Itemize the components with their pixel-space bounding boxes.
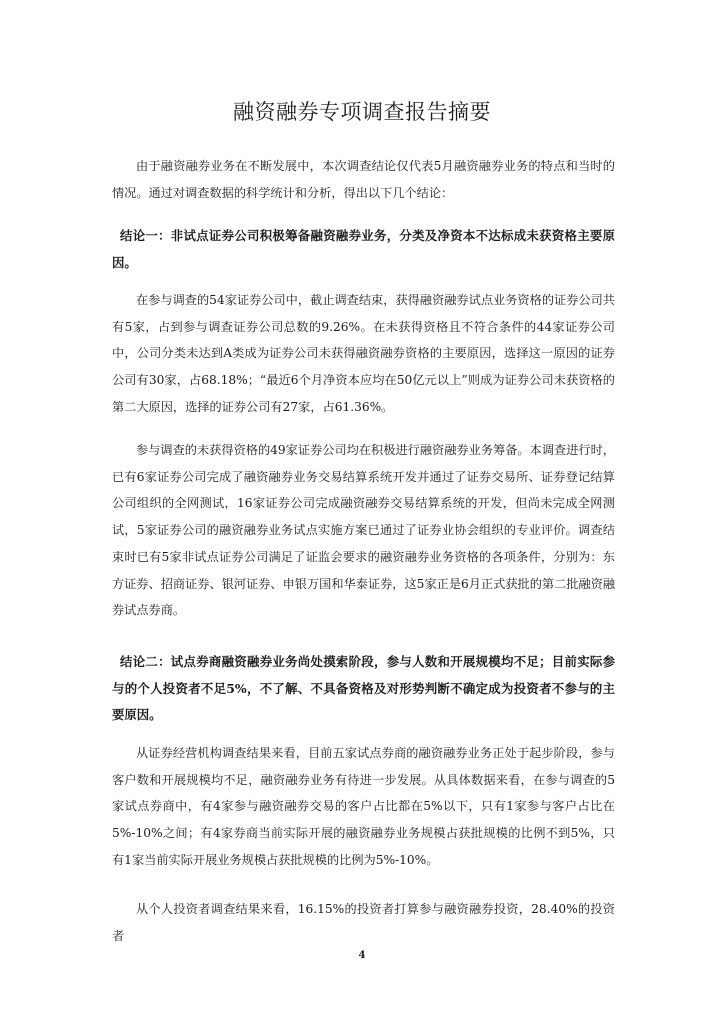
conclusion-one-paragraph-2: 参与调查的未获得资格的49家证券公司均在积极进行融资融券业务筹备。本调查进行时，已有6家证券公司完成了融资融券业务交易结算系统开发并通过了证券交易所、证券登记结算公司组织的全网测试，16家证券公司完成融资融券交易结算系统的开发，但尚未完成全网测试，5家证券公司的融资融券业务试点实施方案已通过了证券业协会组织的专业评价。调查结束时已有5家非试点证券公司满足了证监会要求的融资融券业务资格的各项条件，分别为：东方证券、招商证券、银河证券、申银万国和华泰证券，这5家正是6月正式获批的第二批融资融券试点券商。 xyxy=(112,443,616,618)
conclusion-two-paragraph-1: 从证券经营机构调查结果来看，目前五家试点券商的融资融券业务正处于起步阶段，参与客户数和开展规模均不足，融资融券业务有待进一步发展。从具体数据来看，在参与调查的5家试点券商中，有4家参与融资融券交易的客户占比都在5%以下，只有1家参与客户占比在5%-10%之间；有4家券商当前实际开展的融资融券业务规模占获批规模的比例不到5%，只有1家当前实际开展业务规模占获批规模的比例为5%-10%。 xyxy=(112,746,615,867)
conclusion-one-heading: 结论一：非试点证券公司积极筹备融资融券业务，分类及净资本不达标成未获资格主要原因。 xyxy=(112,228,615,270)
conclusion-two-heading: 结论二：试点券商融资融券业务尚处摸索阶段，参与人数和开展规模均不足；目前实际参与的个人投资者不足5%，不了解、不具备资格及对形势判断不确定成为投资者不参与的主要原因。 xyxy=(112,654,615,723)
intro-paragraph: 由于融资融券业务在不断发展中，本次调查结论仅代表5月融资融券业务的特点和当时的情况。通过对调查数据的科学统计和分析，得出以下几个结论： xyxy=(112,159,615,200)
page-number: 4 xyxy=(358,950,366,961)
conclusion-one-paragraph-1: 在参与调查的54家证券公司中，截止调查结束，获得融资融券试点业务资格的证券公司共有5家，占到参与调查证券公司总数的9.26%。在未获得资格且不符合条件的44家证券公司中，公司分类未达到A类成为证券公司未获得融资融券资格的主要原因，选择这一原因的证券公司有30家，占68.18%；“最近6个月净资本应均在50亿元以上”则成为证券公司未获资格的第二大原因，选择的证券公司有27家，占61.36%。 xyxy=(112,293,615,414)
document-title: 融资融券专项调查报告摘要 xyxy=(233,100,491,124)
conclusion-two-paragraph-2: 从个人投资者调查结果来看，16.15%的投资者打算参与融资融券投资，28.40%的投资者 xyxy=(112,902,615,943)
